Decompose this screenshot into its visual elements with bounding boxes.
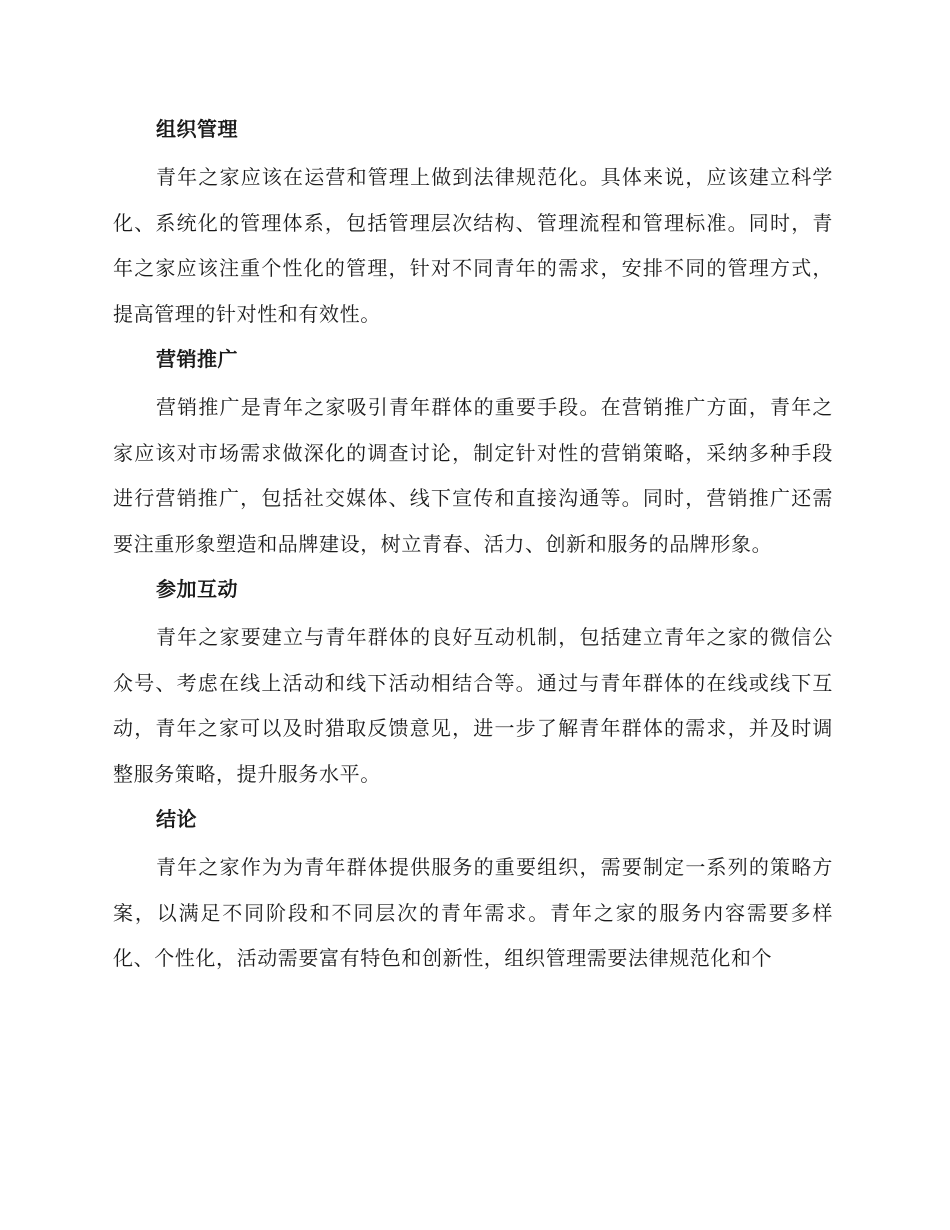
section-heading-conclusion: 结论	[156, 807, 197, 831]
document-content	[113, 111, 833, 986]
section-body-marketing-promotion: 营销推广是青年之家吸引青年群体的重要手段。在营销推广方面，青年之家应该对市场需求做深化的调查讨论，制定针对性的营销策略，采纳多种手段进行营销推广，包括社交媒体、线下宣传和直接沟通等。同时，营销推广还需要注重形象塑造和品牌建设，树立青春、活力、创新和服务的品牌形象。	[113, 395, 833, 556]
section-body-organization-management: 青年之家应该在运营和管理上做到法律规范化。具体来说，应该建立科学化、系统化的管理体系，包括管理层次结构、管理流程和管理标准。同时，青年之家应该注重个性化的管理，针对不同青年的需求，安排不同的管理方式，提高管理的针对性和有效性。	[113, 165, 833, 326]
section-body-conclusion: 青年之家作为为青年群体提供服务的重要组织，需要制定一系列的策略方案，以满足不同阶段和不同层次的青年需求。青年之家的服务内容需要多样化、个性化，活动需要富有特色和创新性，组织管理需要法律规范化和个	[113, 855, 833, 970]
section-heading-organization-management: 组织管理	[156, 117, 238, 141]
section-heading-interaction: 参加互动	[156, 577, 238, 601]
section-body-interaction: 青年之家要建立与青年群体的良好互动机制，包括建立青年之家的微信公众号、考虑在线上活动和线下活动相结合等。通过与青年群体的在线或线下互动，青年之家可以及时猎取反馈意见，进一步了解青年群体的需求，并及时调整服务策略，提升服务水平。	[113, 625, 833, 786]
section-heading-marketing-promotion: 营销推广	[156, 347, 238, 371]
